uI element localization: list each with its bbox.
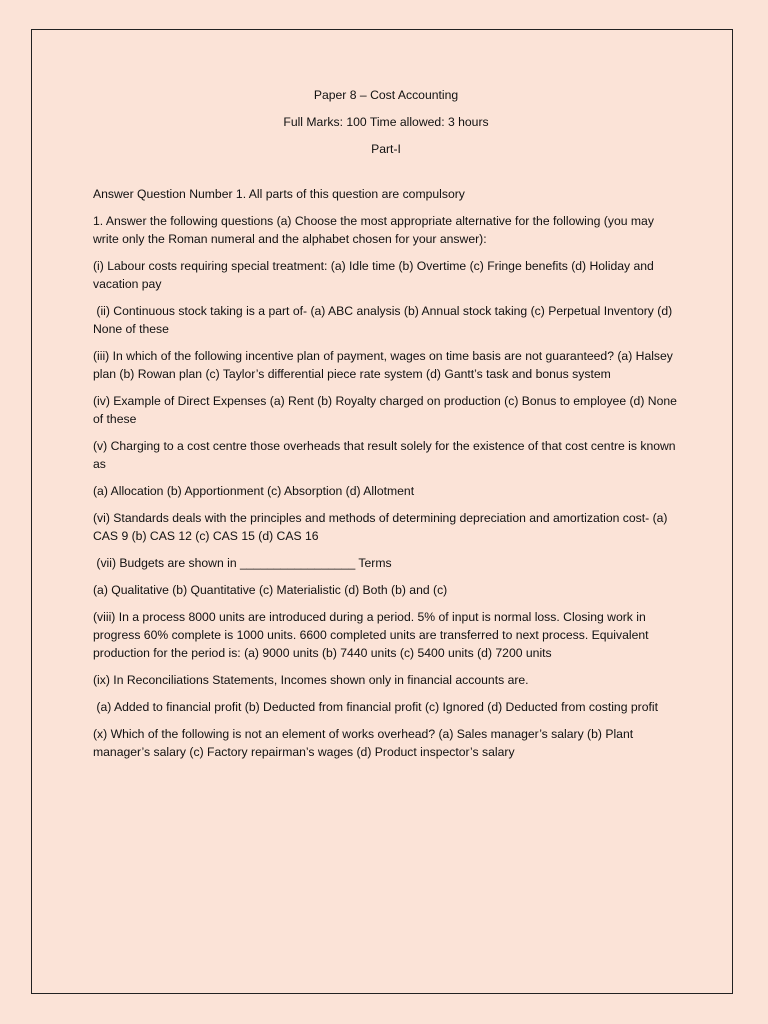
- question-ix: (ix) In Reconciliations Statements, Incomes shown only in financial accounts are.: [93, 673, 529, 687]
- question-vii-options: (a) Qualitative (b) Quantitative (c) Materialistic (d) Both (b) and (c): [93, 583, 448, 597]
- question-iv: (iv) Example of Direct Expenses (a) Rent (b) Royalty charged on production (c) Bonus to employee (d) None of these: [93, 394, 681, 426]
- paper-title: Paper 8 – Cost Accounting: [313, 88, 459, 102]
- document-content: [93, 86, 679, 770]
- question-ii: (ii) Continuous stock taking is a part of- (a) ABC analysis (b) Annual stock taking (c) Perpetual Inventory (d) None of these: [93, 304, 676, 336]
- question-vi: (vi) Standards deals with the principles and methods of determining depreciation and amortization cost- (a) CAS 9 (b) CAS 12 (c) CAS 15 (d) CAS 16: [93, 511, 671, 543]
- document-page: [31, 29, 733, 994]
- question-viii: (viii) In a process 8000 units are introduced during a period. 5% of input is normal loss. Closing work in progress 60% complete is 1000 units. 6600 completed units are transferred to next process. Equivalent production for the period is: (a) 9000 units (b) 7440 units (c) 5400 units (d) 7200 units: [93, 610, 652, 660]
- question-ix-options: (a) Added to financial profit (b) Deducted from financial profit (c) Ignored (d) Deducted from costing profit: [93, 700, 658, 714]
- question-v-options: (a) Allocation (b) Apportionment (c) Absorption (d) Allotment: [93, 484, 415, 498]
- question-vii: (vii) Budgets are shown in _________________ Terms: [93, 556, 392, 570]
- question-i: (i) Labour costs requiring special treatment: (a) Idle time (b) Overtime (c) Fringe benefits (d) Holiday and vacation pay: [93, 259, 658, 291]
- question-intro: 1. Answer the following questions (a) Choose the most appropriate alternative for the following (you may write only the Roman numeral and the alphabet chosen for your answer):: [93, 214, 658, 246]
- instruction-line: Answer Question Number 1. All parts of this question are compulsory: [93, 187, 465, 201]
- question-v: (v) Charging to a cost centre those overheads that result solely for the existence of that cost centre is known as: [93, 439, 679, 471]
- spacer: [93, 167, 679, 185]
- marks-time-line: Full Marks: 100 Time allowed: 3 hours: [283, 115, 489, 129]
- question-x: (x) Which of the following is not an element of works overhead? (a) Sales manager’s salary (b) Plant manager’s salary (c) Factory repairman’s wages (d) Product inspector’s salary: [93, 727, 637, 759]
- question-iii: (iii) In which of the following incentive plan of payment, wages on time basis are not guaranteed? (a) Halsey plan (b) Rowan plan (c) Taylor’s differential piece rate system (d) Gantt’s task and bonus system: [93, 349, 677, 381]
- part-heading: Part-I: [371, 142, 401, 156]
